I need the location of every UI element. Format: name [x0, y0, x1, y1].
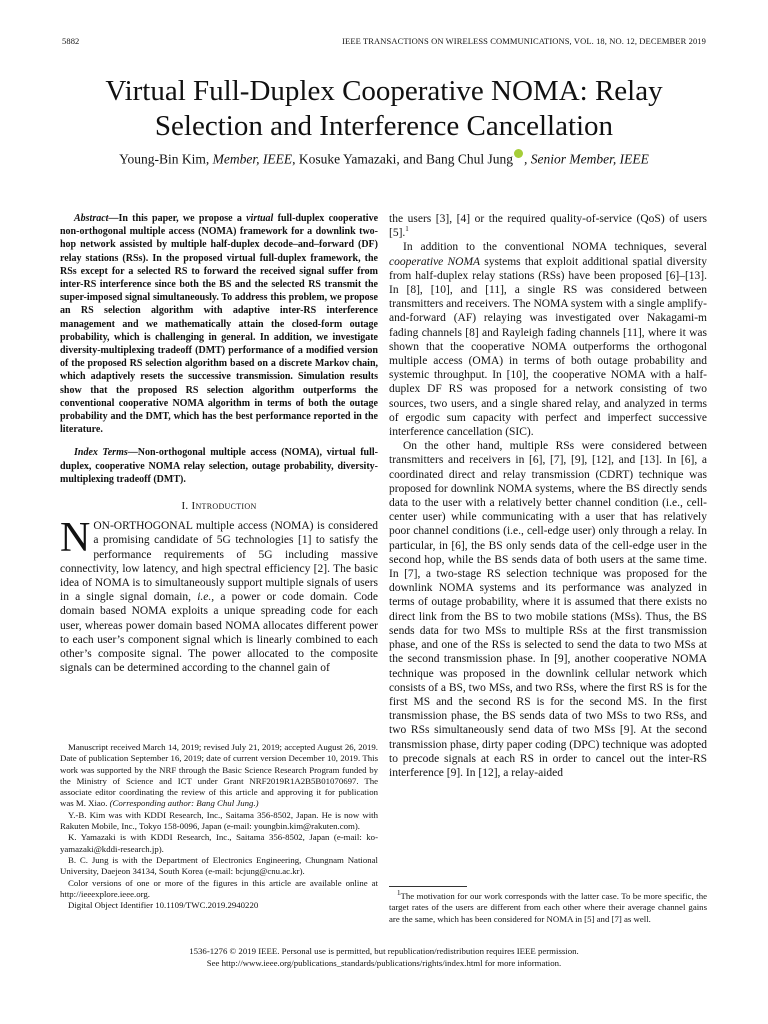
section-name: Introduction	[191, 500, 257, 513]
author-3-role: , Senior Member, IEEE	[524, 151, 649, 167]
right-column	[389, 212, 707, 780]
footnote-kim: Y.-B. Kim was with KDDI Research, Inc., Saitama 356-8502, Japan. He is now with Rakuten Mobile, Inc., Tokyo 158-0096, Japan (e-mail: youngbin.kim@rakuten.com).	[60, 809, 378, 832]
intro-text-b: a power or code domain. Code domain based NOMA exploits a unique spreading code for each user, whereas power domain based NOMA allocates different power to each user’s component signal which is linearly combined to each other’s composite signal. The power allocated to the composite signals can be determined according to the channel gain of	[60, 591, 378, 675]
right-paragraph-1	[389, 240, 707, 439]
right-paragraph-0	[389, 212, 707, 240]
copyright-line-2: See http://www.ieee.org/publications_standards/publications/rights/index.html for more information.	[206, 957, 562, 968]
paper-title	[40, 74, 728, 144]
footnote-jung: B. C. Jung is with the Department of Electronics Engineering, Chungnam National University, Daejeon 34134, South Korea (e-mail: bcjung@cnu.ac.kr).	[60, 854, 378, 877]
abstract-virtual: virtual	[246, 213, 274, 224]
left-footnotes	[60, 742, 378, 911]
footnote-color: Color versions of one or more of the figures in this article are available online at http://ieeexplore.ieee.org.	[60, 877, 378, 899]
title-line-2: Selection and Interference Cancellation	[154, 110, 614, 142]
footnote-ref-1[interactable]: 1	[405, 225, 409, 234]
footnote-1-marker: 1	[397, 889, 401, 898]
intro-paragraph	[60, 515, 378, 675]
index-terms-label: Index Terms	[74, 447, 128, 459]
author-list	[40, 149, 728, 168]
index-terms	[60, 446, 378, 486]
right-p1-italic: cooperative NOMA	[389, 255, 481, 268]
author-2-3: , Kosuke Yamazaki, and Bang Chul Jung	[292, 151, 514, 167]
abstract-text-pre: In this paper, we propose a	[118, 213, 247, 224]
author-1: Young-Bin Kim,	[119, 151, 213, 167]
index-terms-text: Non-orthogonal multiple access (NOMA), virtual full-duplex, cooperative NOMA relay selection, outage probability, diversity-multiplexing tradeoff (DMT).	[60, 447, 378, 485]
abstract-dash: —	[108, 213, 119, 224]
right-p1-text-a: In addition to the conventional NOMA techniques, several	[403, 241, 707, 254]
footnote-1-text: The motivation for our work corresponds with the latter case. To be more specific, the target rates of the users are different from each other where their average channel gains are the same, which has been considered for NOMA in [5] and [7] as well.	[389, 891, 707, 924]
left-column	[60, 212, 378, 676]
drop-cap: N	[60, 515, 91, 562]
abstract-label: Abstract	[74, 213, 109, 224]
footnote-manuscript-text: Manuscript received March 14, 2019; revised July 21, 2019; accepted August 26, 2019. Date of publication September 16, 2019; date of current version December 10, 2019. This work was supported by the NRF through the Basic Science Research Program funded by the Ministry of Science and ICT under Grant NRF2019R1A2B5B01070697. The associate editor coordinating the review of this article and approving it for publication was M. Xiao.	[60, 742, 378, 809]
page-number: 5882	[62, 36, 80, 46]
intro-ie: i.e.,	[197, 591, 215, 604]
intro-text-a: ON-ORTHOGONAL multiple access (NOMA) is considered a promising candidate of 5G technologies [1] to satisfy the performance requirements of 5G including massive connectivity, low latency, and high spectral efficiency [2]. The basic idea of NOMA is to simultaneously support multiple signals of users in a single signal domain,	[60, 520, 378, 604]
copyright-line-1: 1536-1276 © 2019 IEEE. Personal use is permitted, but republication/redistribution requires IEEE permission.	[189, 946, 579, 956]
footnote-yamazaki: K. Yamazaki is with KDDI Research, Inc., Saitama 356-8502, Japan (e-mail: ko-yamazaki@kddi-research.jp).	[60, 832, 378, 854]
right-p1-text-b: systems that exploit additional spatial diversity from half-duplex relay stations (RSs) have been proposed [6]–[13]. In [8], [10], and [11], a single RS was considered between transmitters and receivers. The NOMA system with a single amplify-and-forward (AF) relaying was investigated over Nakagami-m fading channels [8] and Rayleigh fading channels [11], where it was shown that the cooperative NOMA outperforms the orthogonal multiple access (OMA) in terms of both outage probability and systemic throughput. In [10], the cooperative NOMA with a half-duplex DF RS was proposed for a network consisting of two sources, two users, and a single shared relay, and analyzed in terms of ergodic sum capacity with perfect and imperfect successive interference cancellation (SIC).	[389, 255, 707, 439]
right-paragraph-2: On the other hand, multiple RSs were considered between transmitters and receivers in [6], [7], [9], [12], and [13]. In [6], a coordinated direct and relay transmission (CDRT) technique was proposed for downlink NOMA systems, where the BS directly sends data to the user with a relatively better channel condition (i.e., cell-center user) while communicating with a user that has relatively poor channel conditions (i.e., cell-edge user) only through a relay. In particular, in [6], the BS only sends data of the cell-edge user in the second hop, while the BS sends data of both users at the same time. In [7], a two-stage RS selection technique was proposed for the downlink NOMA systems and its performance was analyzed in terms of outage probability, where it is assumed that there exists no direct link from the BS to two mobile stations (MSs). Thus, the BS sends data for two MSs to multiple RSs at the first transmission phase, and one of the RSs is selected to send the data to two MSs at the second transmission phase. In [9], another cooperative NOMA technique was proposed in the downlink cellular network which consists of a BS, two MSs, and two RSs, where the first RS is for the first MS and the second RS is for the second MS. In the first transmission phase, the BS sends data of two MSs to two RSs, and two RSs simultaneously send data of two MSs [9]. At the second transmission phase, dirty paper coding (DPC) technique was adopted to precode signals at each RS in order to cancel out the inter-RS interference [9]. In [12], a relay-aided	[389, 440, 707, 779]
footnote-doi: Digital Object Identifier 10.1109/TWC.2019.2940220	[68, 900, 259, 911]
copyright-notice	[60, 946, 708, 970]
section-numeral: I.	[181, 500, 192, 513]
abstract	[60, 212, 378, 436]
orcid-icon[interactable]	[514, 149, 523, 158]
corresponding-author: (Corresponding author: Bang Chul Jung.)	[109, 798, 259, 809]
footnote-manuscript	[60, 742, 378, 810]
right-p0-text: the users [3], [4] or the required quality-of-service (QoS) of users [5].	[389, 213, 707, 240]
footnote-divider	[389, 886, 467, 887]
journal-name: IEEE TRANSACTIONS ON WIRELESS COMMUNICATIONS, VOL. 18, NO. 12, DECEMBER 2019	[342, 36, 706, 46]
abstract-text-post: full-duplex cooperative non-orthogonal multiple access (NOMA) framework for a downlink two-hop network assisted by multiple half-duplex decode–and–forward (DF) relay stations (RSs). In the proposed virtual full-duplex framework, the RSs except for a selected RS to forward the received signal suffer from inter-RS interference since both the BS and the selected RS transmit the super-imposed signal simultaneously. To address this problem, we propose an RS selection algorithm with adaptive inter-RS interference management and we mathematically attain the closed-form outage probability, which is challenging in general. In addition, we investigate diversity-multiplexing tradeoff (DMT) performance of a modified version of the proposed RS selection algorithm based on a discrete Markov chain, which adaptively resets the successive transmission. Simulation results show that the proposed RS selection algorithm outperforms the conventional cooperative NOMA algorithm in terms of both the outage probability and the DMT, which has the best performance reported in the literature.	[60, 213, 379, 436]
author-1-role: Member, IEEE	[212, 151, 293, 167]
section-heading	[60, 499, 378, 513]
right-footnote	[389, 891, 707, 925]
title-line-1: Virtual Full-Duplex Cooperative NOMA: Relay	[105, 75, 663, 107]
index-terms-dash: —	[127, 447, 138, 459]
